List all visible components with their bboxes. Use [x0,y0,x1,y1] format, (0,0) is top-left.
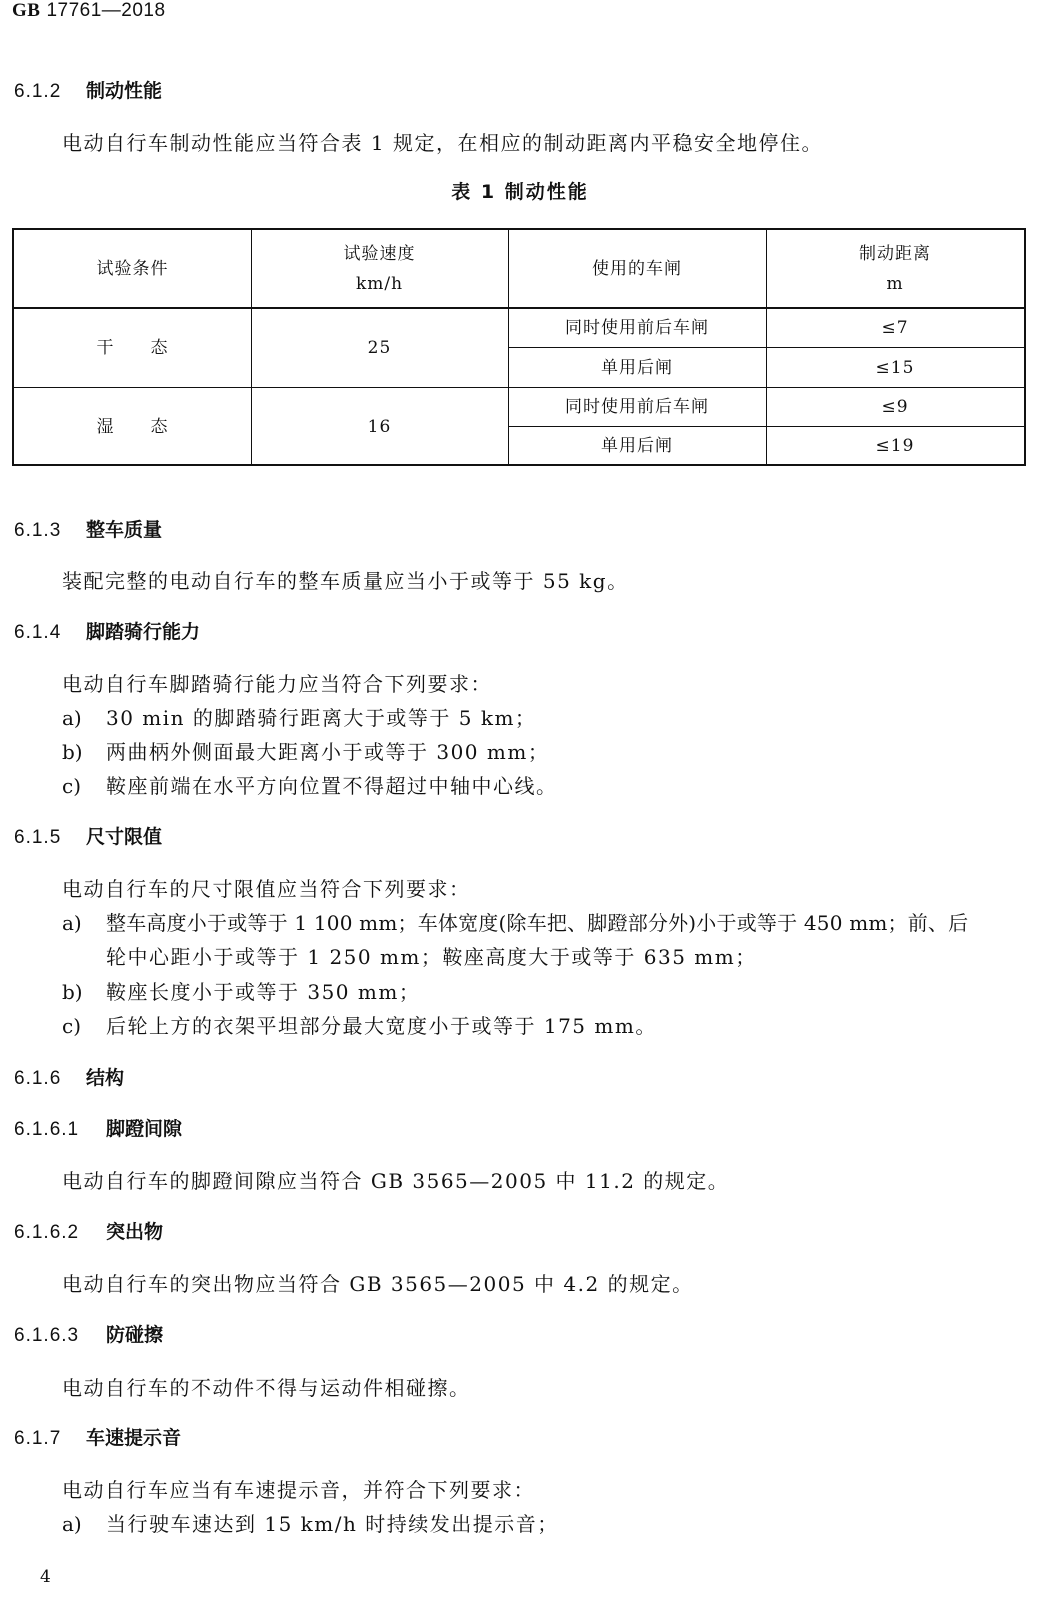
list-item: c) 后轮上方的衣架平坦部分最大宽度小于或等于 175 mm。 [62,1014,657,1038]
section-heading-6-1-5: 6.1.5 尺寸限值 [14,826,163,848]
table-cell-condition: 湿 态 [96,416,169,437]
list-item-continuation: 轮中心距小于或等于 1 250 mm；鞍座高度大于或等于 635 mm； [106,945,757,969]
list-item: b) 两曲柄外侧面最大距离小于或等于 300 mm； [62,740,550,764]
paragraph-6-1-6-2: 电动自行车的突出物应当符合 GB 3565—2005 中 4.2 的规定。 [62,1272,694,1296]
table-caption: 表 1 制动性能 [451,181,589,203]
section-heading-6-1-6-1: 6.1.6.1 脚蹬间隙 [14,1118,183,1140]
paragraph-6-1-2: 电动自行车制动性能应当符合表 1 规定，在相应的制动距离内平稳安全地停住。 [62,131,823,155]
table-cell-distance: ≤19 [875,436,915,456]
section-heading-6-1-6-2: 6.1.6.2 突出物 [14,1221,164,1243]
section-heading-6-1-3: 6.1.3 整车质量 [14,519,163,541]
header-brake: 使用的车闸 [592,258,682,279]
table-cell-distance: ≤15 [875,357,915,378]
table-cell-distance: ≤9 [881,397,909,417]
table-cell-brake: 同时使用前后车闸 [565,397,709,417]
paragraph-6-1-7: 电动自行车应当有车速提示音，并符合下列要求： [62,1478,535,1502]
header-speed: 试验速度 km/h [343,243,416,294]
table-cell-distance: ≤7 [881,317,909,338]
page-header [12,0,166,22]
section-heading-6-1-6-3: 6.1.6.3 防碰擦 [14,1324,164,1346]
header-distance: 制动距离 m [859,243,931,294]
table-cell-brake: 单用后闸 [601,357,673,378]
section-heading-6-1-7: 6.1.7 车速提示音 [14,1427,182,1449]
paragraph-6-1-6-1: 电动自行车的脚蹬间隙应当符合 GB 3565—2005 中 11.2 的规定。 [62,1169,730,1193]
header-condition: 试验条件 [96,258,169,279]
brake-performance-table [12,228,1026,466]
table-cell-speed: 25 [367,337,392,358]
table-cell-brake: 单用后闸 [601,436,673,456]
paragraph-6-1-3: 装配完整的电动自行车的整车质量应当小于或等于 55 kg。 [62,569,629,593]
table-cell-brake: 同时使用前后车闸 [565,317,709,338]
list-item: b) 鞍座长度小于或等于 350 mm； [62,980,421,1004]
list-item: a) 30 min 的脚踏骑行距离大于或等于 5 km； [62,706,537,730]
list-item: a) 当行驶车速达到 15 km/h 时持续发出提示音； [62,1512,559,1536]
list-item: c) 鞍座前端在水平方向位置不得超过中轴中心线。 [62,774,558,798]
section-heading-6-1-2: 6.1.2 制动性能 [14,80,163,102]
table-cell-condition: 干 态 [96,337,169,358]
paragraph-6-1-4: 电动自行车脚踏骑行能力应当符合下列要求： [62,672,492,696]
list-item: a) 整车高度小于或等于 1 100 mm；车体宽度(除车把、脚蹬部分外)小于或等于 450 mm；前、后 [62,911,969,935]
standard-number: 17761—2018 [46,0,166,21]
section-heading-6-1-4: 6.1.4 脚踏骑行能力 [14,621,201,643]
page-number: 4 [40,1567,51,1587]
paragraph-6-1-6-3: 电动自行车的不动件不得与运动件相碰擦。 [62,1376,471,1400]
paragraph-6-1-5: 电动自行车的尺寸限值应当符合下列要求： [62,877,471,901]
standard-prefix: GB [12,0,41,21]
section-heading-6-1-6: 6.1.6 结构 [14,1067,125,1089]
table-cell-speed: 16 [367,416,392,437]
